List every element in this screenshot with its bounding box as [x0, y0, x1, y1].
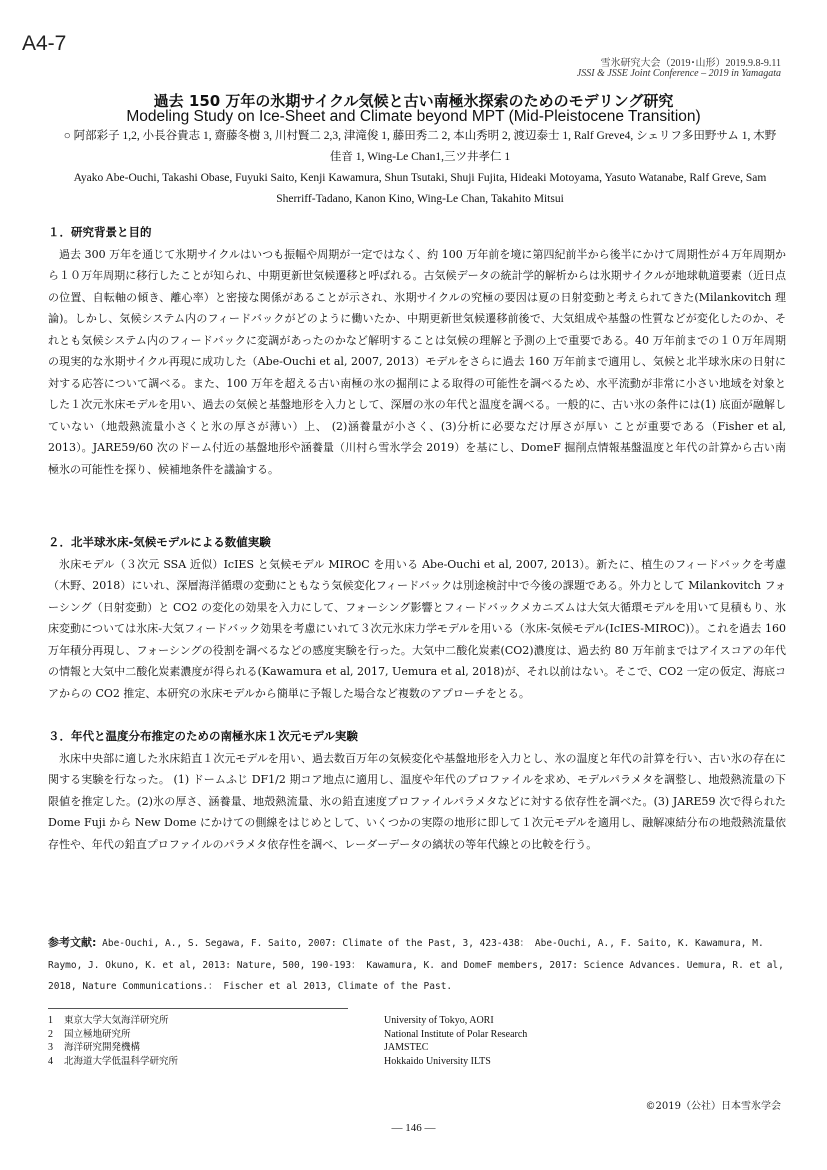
references-text: Abe-Ouchi, A., S. Segawa, F. Saito, 2007: Climate of the Past, 3, 423-438： Abe-Ouchi, A., F. Saito, K. Kawamura, M. Raymo, J. Okuno, K. et al, 2013: Nature, 500, 190-193： Kawamura, K. and DomeF members, 2017: Science Advances. Uemura, R. et al, 2018, Nature Communications.： Fischer et al 2013, Climate of the Past.: [48, 938, 784, 992]
conference-line-2: JSSI & JSSE Joint Conference – 2019 in Yamagata: [576, 68, 781, 79]
section-heading: ３．年代と温度分布推定のための南極氷床１次元モデル実験: [48, 729, 358, 743]
title-japanese: 過去 150 万年の氷期サイクル気候と古い南極氷探索のためのモデリング研究: [153, 92, 674, 110]
affiliation-japanese: 北海道大学低温科学研究所: [64, 1055, 179, 1067]
affiliation-japanese: 国立極地研究所: [64, 1028, 131, 1040]
affiliation-number: 1: [48, 1015, 53, 1026]
affiliation-row: [48, 1055, 788, 1069]
affiliation-japanese: 東京大学大気海洋研究所: [64, 1015, 169, 1026]
section-heading: ２．北半球氷床-気候モデルによる数値実験: [48, 535, 271, 549]
footnote-divider: [48, 1008, 348, 1009]
section-paragraph: 氷床モデル（３次元 SSA 近似）IcIES と気候モデル MIROC を用いる Abe-Ouchi et al, 2007, 2013）。新たに、植生のフィードバックを考慮（木野、2018）にいれ、深層海洋循環の変動にともなう気候変化フィードバックは別途検討中で今後の課題である。外力として Milankovitch フォーシング（日射変動）と CO2 の変化の効果を入力にして、フォーシング影響とフィードバックメカニズムは大気大循環モデルを用いて見積もり、氷床変動については氷床-大気フィードバック効果を考慮にいれて３次元氷床力学モデルを用いる（氷床-気候モデル(IcIES-MIROC)）。これを過去 160 万年積分再現し、フォーシングの役割を調べるなどの感度実験を行った。大気中二酸化炭素(CO2)濃度は、過去約 80 万年前まではアイスコアの年代の情報と大気中二酸化炭素濃度が得られる(Kawamura et al, 2017, Uemura et al, 2018)が、それ以前はない。そこで、CO2 一定の仮定、海底コアからの CO2 推定、本研究の氷床モデルから簡単に予報した場合など複数のアプローチをとる。: [48, 557, 786, 700]
affiliation-number: 3: [48, 1042, 53, 1053]
affiliation-english: National Institute of Polar Research: [384, 1028, 528, 1040]
section-1: [48, 222, 786, 480]
references: [48, 932, 786, 998]
section-heading: １．研究背景と目的: [48, 225, 152, 239]
section-2: [48, 532, 786, 704]
authors-japanese: ○ 阿部彩子 1,2, 小長谷貴志 1, 齋藤冬樹 3, 川村賢二 2,3, 津滝俊 1, 藤田秀二 2, 本山秀明 2, 渡辺泰士 1, Ralf Greve4, シェリフ多田野サム 1, 木野佳音 1, Wing-Le Chan1,三ツ井孝仁 1: [63, 130, 777, 163]
affiliations: [48, 1014, 788, 1068]
page-number: ― 146 ―: [391, 1122, 436, 1134]
affiliation-english: University of Tokyo, AORI: [384, 1015, 494, 1026]
copyright: ©2019（公社）日本雪氷学会: [645, 1101, 781, 1112]
section-3: [48, 726, 786, 855]
affiliation-japanese: 海洋研究開発機構: [64, 1042, 141, 1053]
section-paragraph: 過去 300 万年を通じて氷期サイクルはいつも振幅や周期が一定ではなく、約 100 万年前を境に第四紀前半から後半にかけて周期性が４万年周期から１０万年周期に移行したことが知られ、中期更新世気候遷移と呼ばれる。古気候データの統計学的解析からは氷期サイクルが地球軌道要素（近日点の位置、自転軸の傾き、離心率）と密接な関係があることが示され、氷期サイクルの究極の要因は夏の日射変動と考えられてきた(Milankovitch 理論)。しかし、気候システム内のフィードバックがどのように働いたか、中期更新世気候遷移前後で、大気組成や基盤の性質などが変化したのか、それとも気候システム内のフィードバックに変調があったのかなど解明することは気候の理解と予測の上で重要である。40 万年前までの１０万年周期の現実的な氷期サイクル再現に成功した（Abe-Ouchi et al, 2007, 2013）モデルをさらに過去 160 万年前まで適用し、気候と北半球氷床の日射に対する応答について調べる。また、100 万年を超える古い南極の氷の掘削による取得の可能性を調べるため、水平流動が非常に小さい地域を対象とした１次元氷床モデルを用い、過去の気候と基盤地形を入力として、深層の氷の年代と温度を調べる。一般的に、古い氷の条件には(1) 底面が融解していない（地殻熱流量小さくと氷の厚さが薄い）上、 (2)涵養量が小さく、(3)分析に必要なだけ厚さが厚い ことが重要である（Fisher et al, 2013）。JARE59/60 次のドーム付近の基盤地形や涵養量（川村ら雪氷学会 2019）を基にし、DomeF 掘削点情報基盤温度と年代の計算から古い南極氷の可能性を探り、候補地条件を議論する。: [48, 247, 786, 476]
affiliation-number: 2: [48, 1028, 53, 1040]
authors-english: Ayako Abe-Ouchi, Takashi Obase, Fuyuki Saito, Kenji Kawamura, Shun Tsutaki, Shuji Fujita, Hideaki Motoyama, Yasuto Watanabe, Ralf Greve, Sam Sherriff-Tadano, Kanon Kino, Wing-Le Chan, Takahito Mitsui: [73, 172, 767, 205]
affiliation-row: [48, 1028, 788, 1042]
conference-line-1: 雪氷研究大会（2019･山形）2019.9.8-9.11: [600, 58, 781, 69]
affiliation-row: [48, 1014, 788, 1028]
affiliation-english: JAMSTEC: [384, 1042, 429, 1053]
section-paragraph: 氷床中央部に適した氷床鉛直１次元モデルを用い、過去数百万年の気候変化や基盤地形を入力とし、氷の温度と年代の計算を行い、古い氷の存在に関する実験を行なった。 (1) ドームふじ DF1/2 期コア地点に適用し、温度や年代のプロファイルを求め、モデルパラメタを調整し、地殻熱流量の下限値を推定した。(2)氷の厚さ、涵養量、地殻熱流量、氷の鉛直速度プロファイルパラメタなどに対する依存性を調べた。(3) JARE59 次で得られた Dome Fuji から New Dome にかけての側線をはじめとして、いくつかの実際の地形に即して１次元モデルを適用し、融解凍結分布の地殻熱流量依存性や、年代の鉛直プロファイルのパラメタ依存性を調べ、レーダーデータの縞状の等年代線との比較を行う。: [48, 751, 786, 851]
affiliation-english: Hokkaido University ILTS: [384, 1055, 491, 1067]
title-english: Modeling Study on Ice-Sheet and Climate beyond MPT (Mid-Pleistocene Transition): [126, 108, 701, 125]
references-label: 参考文献:: [48, 936, 97, 949]
page-id: A4-7: [22, 32, 67, 55]
affiliation-number: 4: [48, 1055, 53, 1067]
affiliation-row: [48, 1041, 788, 1055]
